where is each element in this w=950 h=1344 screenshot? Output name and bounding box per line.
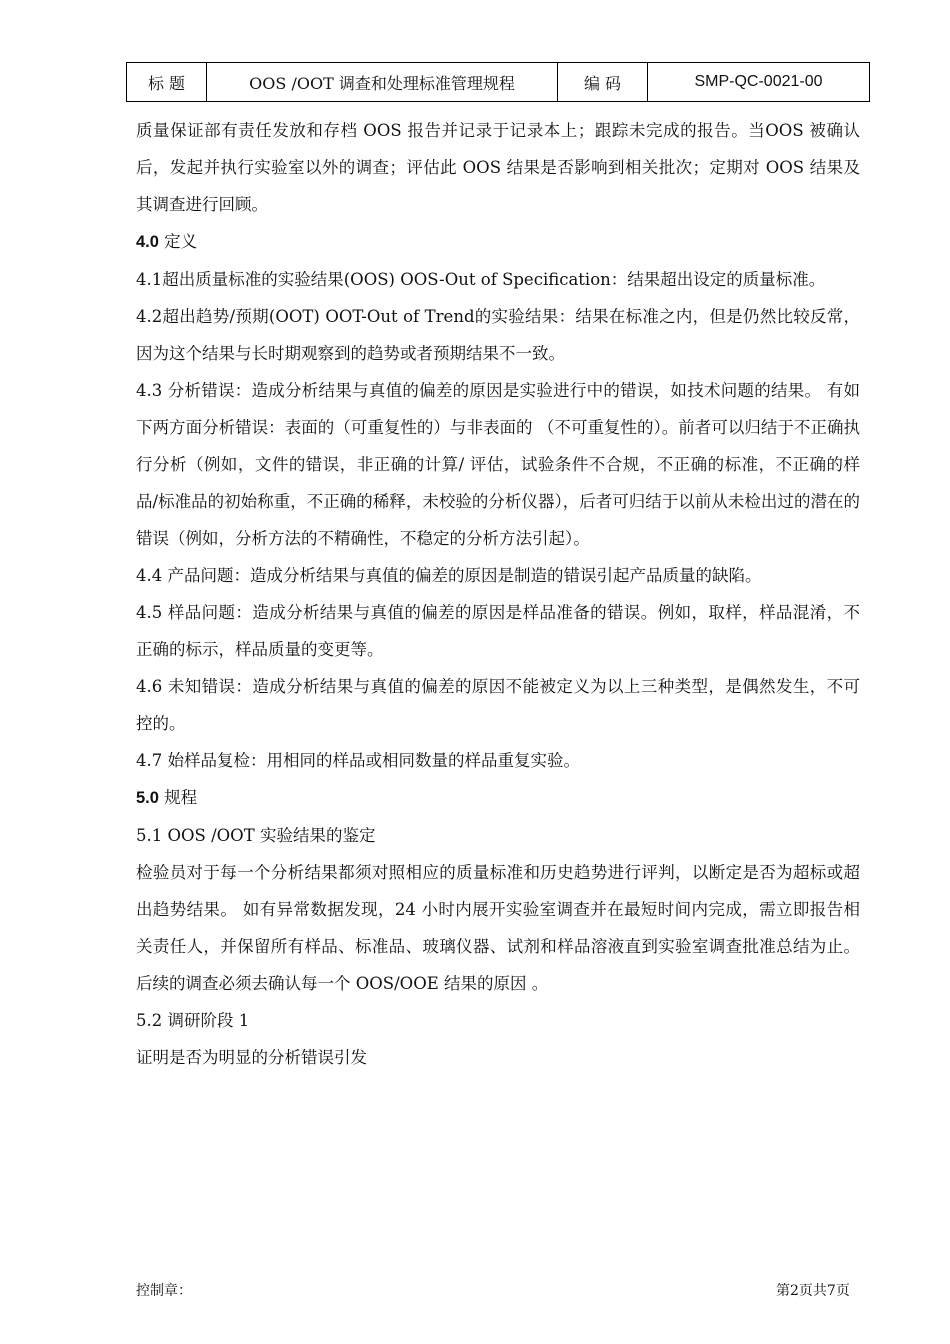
document-title: OOS /OOT 调查和处理标准管理规程 <box>207 63 558 102</box>
section-5-heading <box>136 779 860 817</box>
section-5-number: 5.0 <box>136 789 159 807</box>
title-label: 标 题 <box>127 63 207 102</box>
subsection-5-2-heading: 5.2 调研阶段 1 <box>136 1011 250 1030</box>
definition-4-2: 4.2超出趋势/预期(OOT) OOT-Out of Trend的实验结果：结果在标准之内，但是仍然比较反常，因为这个结果与长时期观察到的趋势或者预期结果不一致。 <box>136 307 860 363</box>
subsection-5-1-heading: 5.1 OOS /OOT 实验结果的鉴定 <box>136 826 376 845</box>
section-4-heading <box>136 223 860 261</box>
definition-4-4: 4.4 产品问题：造成分析结果与真值的偏差的原因是制造的错误引起产品质量的缺陷。 <box>136 566 762 585</box>
subsection-5-1-body: 检验员对于每一个分析结果都须对照相应的质量标准和历史趋势进行评判，以断定是否为超标或超出趋势结果。 如有异常数据发现，24 小时内展开实验室调查并在最短时间内完成，需立即报告相关责任人，并保留所有样品、标准品、玻璃仪器、试剂和样品溶液直到实验室调查批准总结为止。后续的调查必须去确认每一个 OOS/OOE 结果的原因 。 <box>136 863 860 993</box>
code-label: 编 码 <box>558 63 648 102</box>
section-5-title: 规程 <box>158 788 198 807</box>
definition-4-7: 4.7 始样品复检：用相同的样品或相同数量的样品重复实验。 <box>136 751 580 770</box>
definition-4-1: 4.1超出质量标准的实验结果(OOS) OOS-Out of Specification：结果超出设定的质量标准。 <box>136 270 826 289</box>
page-number: 第2页共7页 <box>776 1283 850 1299</box>
subsection-5-2-body: 证明是否为明显的分析错误引发 <box>136 1048 367 1067</box>
intro-paragraph: 质量保证部有责任发放和存档 OOS 报告并记录于记录本上；跟踪未完成的报告。当OOS 被确认后，发起并执行实验室以外的调查；评估此 OOS 结果是否影响到相关批次；定期对 OOS 结果及其调查进行回顾。 <box>136 121 860 214</box>
section-4-title: 定义 <box>158 232 198 251</box>
section-4-number: 4.0 <box>136 233 159 251</box>
document-code: SMP-QC-0021-00 <box>648 63 870 102</box>
definition-4-3: 4.3 分析错误：造成分析结果与真值的偏差的原因是实验进行中的错误，如技术问题的结果。 有如下两方面分析错误：表面的（可重复性的）与非表面的 （不可重复性的）。前者可以归结于不正确执行分析（例如，文件的错误，非正确的计算/ 评估，试验条件不合规，不正确的标准，不正确的样品/标准品的初始称重，不正确的稀释，未校验的分析仪器），后者可归结于以前从未检出过的潜在的错误（例如，分析方法的不精确性，不稳定的分析方法引起）。 <box>136 381 860 548</box>
definition-4-6: 4.6 未知错误：造成分析结果与真值的偏差的原因不能被定义为以上三种类型，是偶然发生，不可控的。 <box>136 677 860 733</box>
definition-4-5: 4.5 样品问题：造成分析结果与真值的偏差的原因是样品准备的错误。例如，取样，样品混淆，不正确的标示，样品质量的变更等。 <box>136 603 860 659</box>
document-header-table <box>126 62 870 102</box>
control-seal-label: 控制章： <box>136 1283 192 1299</box>
document-body <box>136 112 860 1076</box>
